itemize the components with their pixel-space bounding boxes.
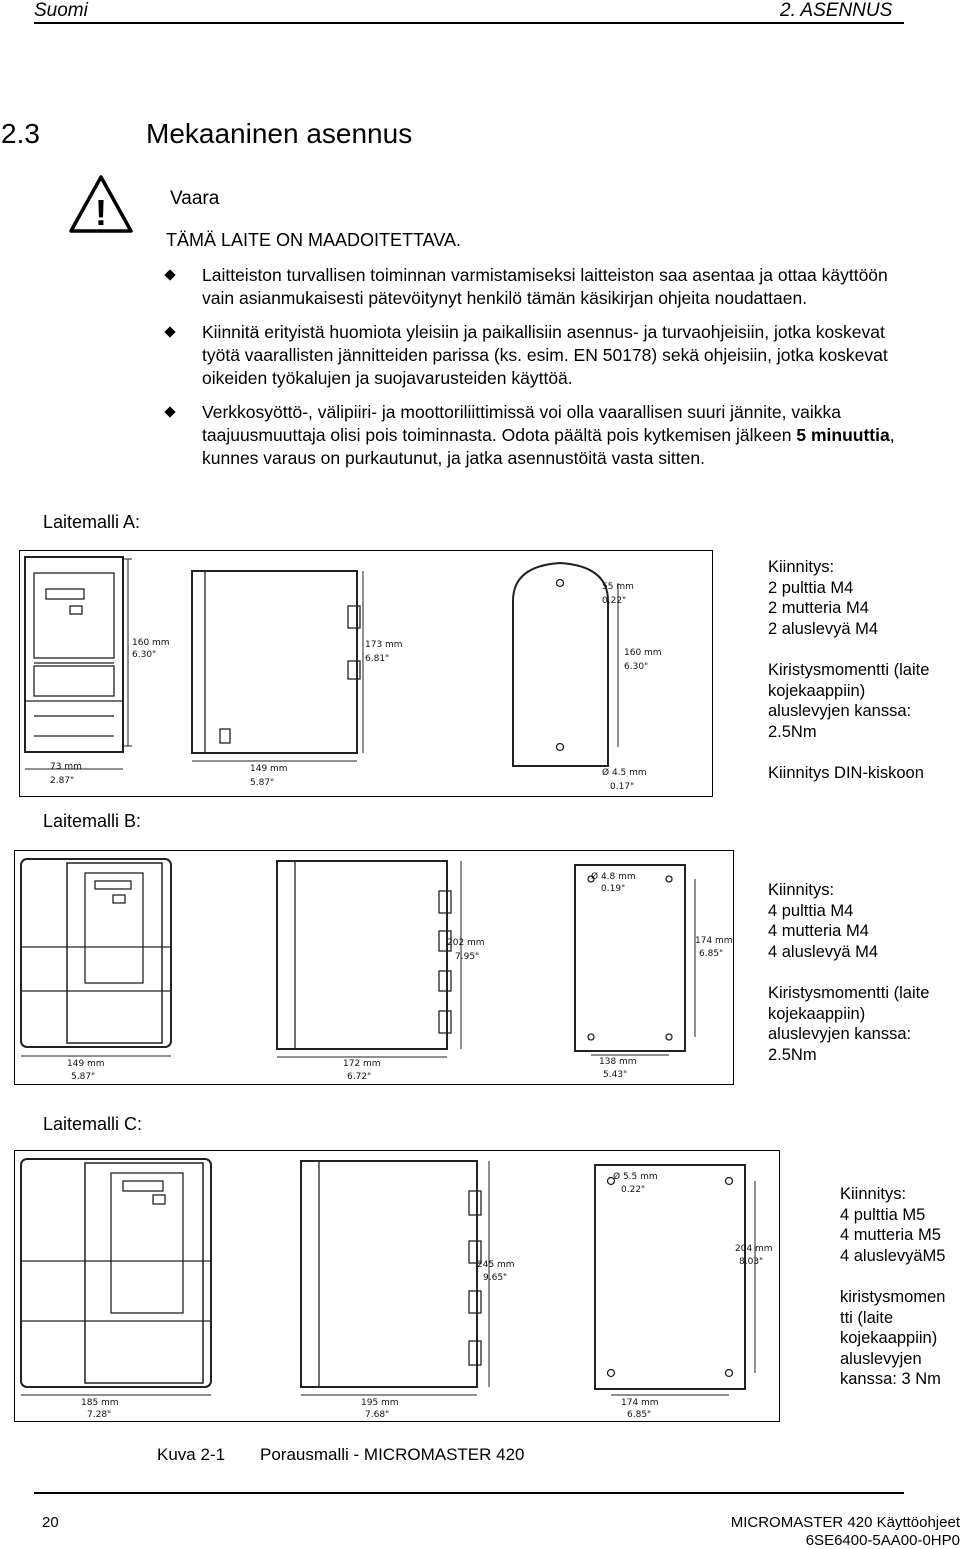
- spec-line: Kiinnitys:: [840, 1185, 907, 1203]
- dim-label: 7.95": [455, 952, 480, 962]
- dim-label: 0.19": [601, 884, 626, 894]
- dim-label: 0.22": [621, 1185, 646, 1195]
- spec-line: kojekaappiin): [840, 1329, 938, 1348]
- footer-code: 6SE6400-5AA00-0HP0: [805, 1532, 960, 1549]
- section-number: 2.3: [1, 118, 40, 149]
- model-c-drilling-plate: [595, 1165, 755, 1395]
- section-title: Mekaaninen asennus: [146, 118, 413, 149]
- dim-label: 138 mm: [599, 1057, 637, 1067]
- dim-label: 55 mm: [602, 582, 634, 592]
- dim-label: 149 mm: [250, 764, 288, 774]
- dim-label: 174 mm: [621, 1398, 659, 1408]
- header-left: Suomi: [34, 0, 88, 21]
- model-c-label: Laitemalli C:: [43, 1114, 143, 1134]
- dim-label: 202 mm: [447, 938, 485, 948]
- spec-line: 4 pulttia M4: [768, 901, 854, 920]
- dim-label: 7.68": [365, 1410, 390, 1420]
- dim-label: 6.85": [627, 1410, 652, 1420]
- dim-label: 6.30": [624, 662, 649, 672]
- model-b-front-view: [21, 859, 171, 1056]
- model-b-label: Laitemalli B:: [43, 811, 142, 831]
- dim-label: Ø 4.8 mm: [591, 872, 636, 882]
- dim-label: 9.65": [483, 1273, 508, 1283]
- diamond-bullet-icon: [164, 269, 175, 280]
- model-b-side-view: [277, 861, 461, 1057]
- dim-label: 6.81": [365, 654, 390, 664]
- dim-label: 5.43": [603, 1070, 628, 1080]
- spec-line: Kiristysmomentti (laite: [768, 983, 930, 1002]
- dim-label: Ø 5.5 mm: [613, 1172, 658, 1182]
- spec-line: kojekaappiin): [768, 1004, 866, 1023]
- dim-label: 73 mm: [50, 762, 82, 772]
- header-right: 2. ASENNUS: [780, 0, 893, 21]
- model-a-label: Laitemalli A:: [43, 512, 141, 532]
- spec-line: Kiinnitys:: [768, 558, 835, 576]
- spec-line: [768, 639, 929, 660]
- dim-label: 174 mm: [695, 936, 733, 946]
- dim-label: 8.03": [739, 1257, 764, 1267]
- model-b-drawing: [14, 850, 734, 1085]
- model-c-spec: [840, 1184, 945, 1390]
- model-a-front-view: [25, 557, 132, 769]
- dim-label: 204 mm: [735, 1244, 773, 1254]
- spec-line: 4 mutteria M5: [840, 1226, 941, 1245]
- footer-rule: [34, 1492, 904, 1494]
- dim-label: 245 mm: [477, 1260, 515, 1270]
- page-number: 20: [42, 1514, 59, 1531]
- spec-line: kiristysmomen: [840, 1287, 946, 1306]
- warning-triangle-icon: [68, 174, 134, 234]
- spec-line: 2.5Nm: [768, 1045, 817, 1064]
- warning-heading: TÄMÄ LAITE ON MAADOITETTAVA.: [166, 230, 462, 250]
- model-c-side-view: [301, 1161, 489, 1395]
- warning-bullet: Verkkosyöttö-, välipiiri- ja moottoriliittimissä voi olla vaarallisen suuri jännite, vaikka taajuusmuuttaja olisi pois toiminnasta. Odota päältä pois kytkemisen jälkeen 5 minuuttia, kunnes varaus on purkautunut, ja jatka asennustöitä vasta sitten.: [166, 401, 906, 470]
- svg-text:!: !: [95, 192, 107, 233]
- model-c-drawing: [14, 1150, 780, 1422]
- footer-product: MICROMASTER 420 Käyttöohjeet: [730, 1514, 960, 1531]
- dim-label: 149 mm: [67, 1059, 105, 1069]
- warning-bullet: Laitteiston turvallisen toiminnan varmistamiseksi laitteiston saa asentaa ja ottaa käyttöön vain asianmukaisesti pätevöitynyt henkilö tämän käsikirjan ohjeita noudattaen.: [166, 264, 906, 310]
- dim-label: 160 mm: [132, 638, 170, 648]
- spec-line: kanssa: 3 Nm: [840, 1370, 941, 1389]
- dim-label: 160 mm: [624, 648, 662, 658]
- dim-label: 6.72": [347, 1072, 372, 1082]
- diamond-bullet-icon: [164, 406, 175, 417]
- warning-list: [166, 264, 906, 481]
- spec-line: Kiinnitys DIN-kiskoon: [768, 763, 924, 782]
- spec-line: 4 mutteria M4: [768, 922, 869, 941]
- model-a-drawing: [19, 550, 713, 797]
- figure-caption: Porausmalli - MICROMASTER 420: [260, 1445, 525, 1464]
- diamond-bullet-icon: [164, 326, 175, 337]
- spec-line: Kiristysmomentti (laite: [768, 660, 930, 679]
- model-a-spec: [768, 557, 929, 784]
- spec-line: Kiinnitys:: [768, 881, 835, 899]
- spec-line: 2.5Nm: [768, 722, 817, 741]
- spec-line: 4 aluslevyä M4: [768, 942, 879, 961]
- figure-number: Kuva 2-1: [157, 1445, 226, 1464]
- warning-title: Vaara: [170, 188, 220, 209]
- dim-label: 2.87": [50, 776, 75, 786]
- spec-line: 4 pulttia M5: [840, 1205, 926, 1224]
- spec-line: [768, 962, 929, 983]
- spec-line: 4 aluslevyäM5: [840, 1246, 946, 1265]
- model-a-drilling-plate: [513, 563, 618, 766]
- spec-line: kojekaappiin): [768, 681, 866, 700]
- spec-line: [840, 1266, 945, 1287]
- spec-line: tti (laite: [840, 1308, 894, 1327]
- dim-label: 0.17": [610, 782, 635, 792]
- spec-line: 2 aluslevyä M4: [768, 619, 879, 638]
- dim-label: 7.28": [87, 1410, 112, 1420]
- spec-line: 2 mutteria M4: [768, 599, 869, 618]
- dim-label: 185 mm: [81, 1398, 119, 1408]
- dim-label: 5.87": [250, 778, 275, 788]
- model-b-spec: [768, 880, 929, 1065]
- spec-line: 2 pulttia M4: [768, 578, 854, 597]
- spec-line: aluslevyjen kanssa:: [768, 1025, 912, 1044]
- header-rule: [34, 22, 904, 24]
- spec-line: aluslevyjen kanssa:: [768, 702, 912, 721]
- dim-label: 5.87": [71, 1072, 96, 1082]
- dim-label: 6.30": [132, 650, 157, 660]
- spec-line: [768, 742, 929, 763]
- dim-label: 173 mm: [365, 640, 403, 650]
- model-c-front-view: [21, 1159, 211, 1395]
- model-a-side-view: [192, 571, 363, 761]
- dim-label: 6.85": [699, 949, 724, 959]
- dim-label: 0.22": [602, 596, 627, 606]
- warning-bullet: Kiinnitä erityistä huomiota yleisiin ja paikallisiin asennus- ja turvaohjeisiin, jotka koskevat työtä vaarallisten jännitteiden parissa (ks. esim. EN 50178) sekä ohjeisiin, jotka koskevat oikeiden työkalujen ja suojavarusteiden käyttöä.: [166, 321, 906, 390]
- dim-label: Ø 4.5 mm: [602, 768, 647, 778]
- model-b-drilling-plate: [575, 865, 695, 1055]
- dim-label: 172 mm: [343, 1059, 381, 1069]
- spec-line: aluslevyjen: [840, 1349, 922, 1368]
- dim-label: 195 mm: [361, 1398, 399, 1408]
